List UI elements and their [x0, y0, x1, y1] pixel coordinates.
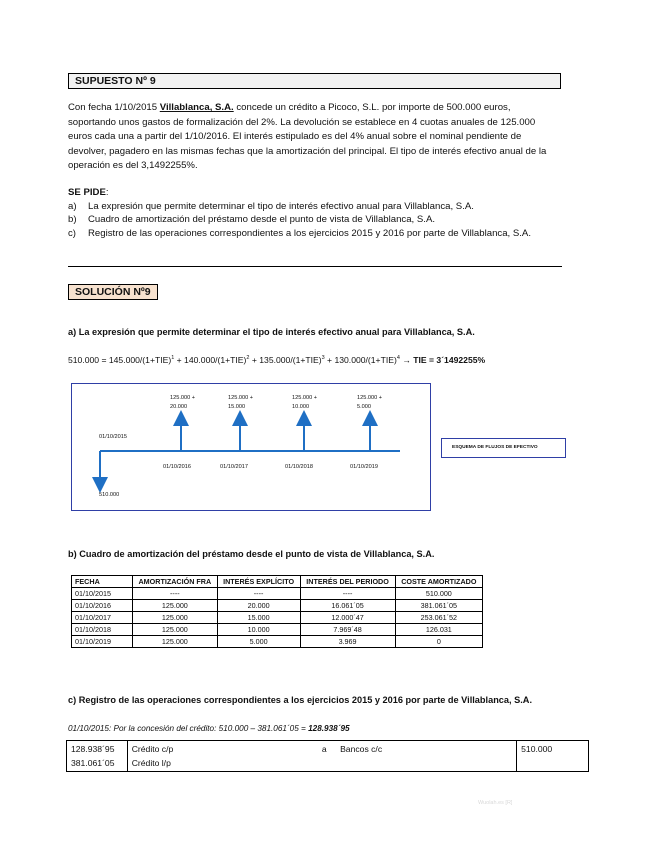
- column-header: INTERÉS DEL PERIODO: [300, 576, 395, 588]
- inflow-date: 01/10/2017: [220, 464, 248, 470]
- arrow-icon: →: [399, 355, 414, 365]
- table-header-row: [72, 576, 483, 588]
- credit-account: Bancos c/c: [336, 741, 517, 772]
- column-header: COSTE AMORTIZADO: [395, 576, 482, 588]
- case-statement: Con fecha 1/10/2015 Villablanca, S.A. concede un crédito a Picoco, S.L. por importe de 500.000 euros, soportando unos gastos de formalización del 2%. La devolución se establece en 4 cuotas anuales de 125.000 euros cada una a partir del 1/10/2016. El interés estipulado es del 4% anual sobre el nominal pendiente de devolver, pagadero en las mismas fechas que la amortización del principal. El tipo de interés efectivo anual de la operación es del 3,1492255%.: [68, 102, 547, 171]
- journal-connector: a: [318, 741, 336, 772]
- inflow-label: 125.000 + 10.000: [292, 395, 318, 410]
- inflow-label: 125.000 + 20.000: [170, 395, 196, 410]
- diagram-legend: ESQUEMA DE FLUJOS DE EFECTIVO: [441, 438, 566, 458]
- inflow-label: 125.000 + 5.000: [357, 395, 383, 410]
- inflow-date: 01/10/2016: [163, 464, 191, 470]
- start-date-label: 01/10/2015: [99, 434, 127, 440]
- ask-item-b: b) Cuadro de amortización del préstamo desde el punto de vista de Villablanca, S.A.: [68, 214, 436, 225]
- tie-formula: $510.000 = 145.000/(1+TIE)^1 + 140.000/(1+TIE)^2 + 135.000/(1+TIE)^3 + 130.000/(1+TIE)^4$ → TIE = 3´1492255%: [68, 355, 486, 365]
- column-header: AMORTIZACIÓN FRA: [133, 576, 218, 588]
- debit-accounts: Crédito c/p Crédito l/p: [127, 741, 318, 772]
- tie-result: TIE = 3´1492255%: [413, 355, 486, 365]
- part-b-heading: b) Cuadro de amortización del préstamo desde el punto de vista de Villablanca, S.A.: [68, 549, 435, 559]
- inflow-date: 01/10/2018: [285, 464, 313, 470]
- column-header: FECHA: [72, 576, 133, 588]
- amortization-table: [71, 575, 483, 648]
- part-a-heading: a) La expresión que permite determinar el tipo de interés efectivo anual para Villablanca, S.A.: [68, 327, 475, 337]
- debit-amounts: 128.938´95 381.061´05: [67, 741, 128, 772]
- journal-row: [67, 741, 589, 772]
- ask-item-a: a) La expresión que permite determinar el tipo de interés efectivo anual para Villablanca, S.A.: [68, 200, 474, 212]
- part-c-heading: c) Registro de las operaciones correspondientes a los ejercicios 2015 y 2016 por parte de Villablanca, S.A.: [68, 695, 532, 705]
- table-row: 01/10/2019 125.000 5.000 3.969 0: [72, 636, 483, 648]
- inflow-date: 01/10/2019: [350, 464, 378, 470]
- table-row: 01/10/2015 ---- ---- ---- 510.000: [72, 588, 483, 600]
- column-header: INTERÉS EXPLÍCITO: [217, 576, 300, 588]
- ask-item-c: c) Registro de las operaciones correspondientes a los ejercicios 2015 y 2016 por parte de Villablanca, S.A.: [68, 227, 531, 239]
- journal-note: 01/10/2015: Por la concesión del crédito: 510.000 – 381.061´05 = 128.938´95: [68, 724, 350, 733]
- credit-amount: 510.000: [517, 741, 589, 772]
- case-title: SUPUESTO Nº 9: [75, 75, 156, 87]
- journal-entry: [66, 740, 589, 772]
- table-row: 01/10/2017 125.000 15.000 12.000´47 253.061´52: [72, 612, 483, 624]
- table-row: 01/10/2018 125.000 10.000 7.969´48 126.031: [72, 624, 483, 636]
- asks-title: SE PIDE: [68, 187, 106, 198]
- inflow-label: 125.000 + 15.000: [228, 395, 254, 410]
- solution-title: SOLUCIÓN Nº9: [75, 286, 151, 298]
- footer-watermark: Wuolah.es [R]: [478, 800, 513, 806]
- asks-section: SE PIDE: a) La expresión que permite determinar el tipo de interés efectivo anual para Villablanca, S.A. b) Cuadro de amortización del préstamo desde el punto de vista de Villablanca, S.A. c) Registro de las operaciones correspondientes a los ejercicios 2015 y 2016 por parte de Villablanca, S.A.: [68, 186, 608, 240]
- start-amount-label: 510.000: [99, 492, 120, 498]
- company-name: Villablanca, S.A.: [159, 102, 234, 113]
- table-row: 01/10/2016 125.000 20.000 16.061´05 381.061´05: [72, 600, 483, 612]
